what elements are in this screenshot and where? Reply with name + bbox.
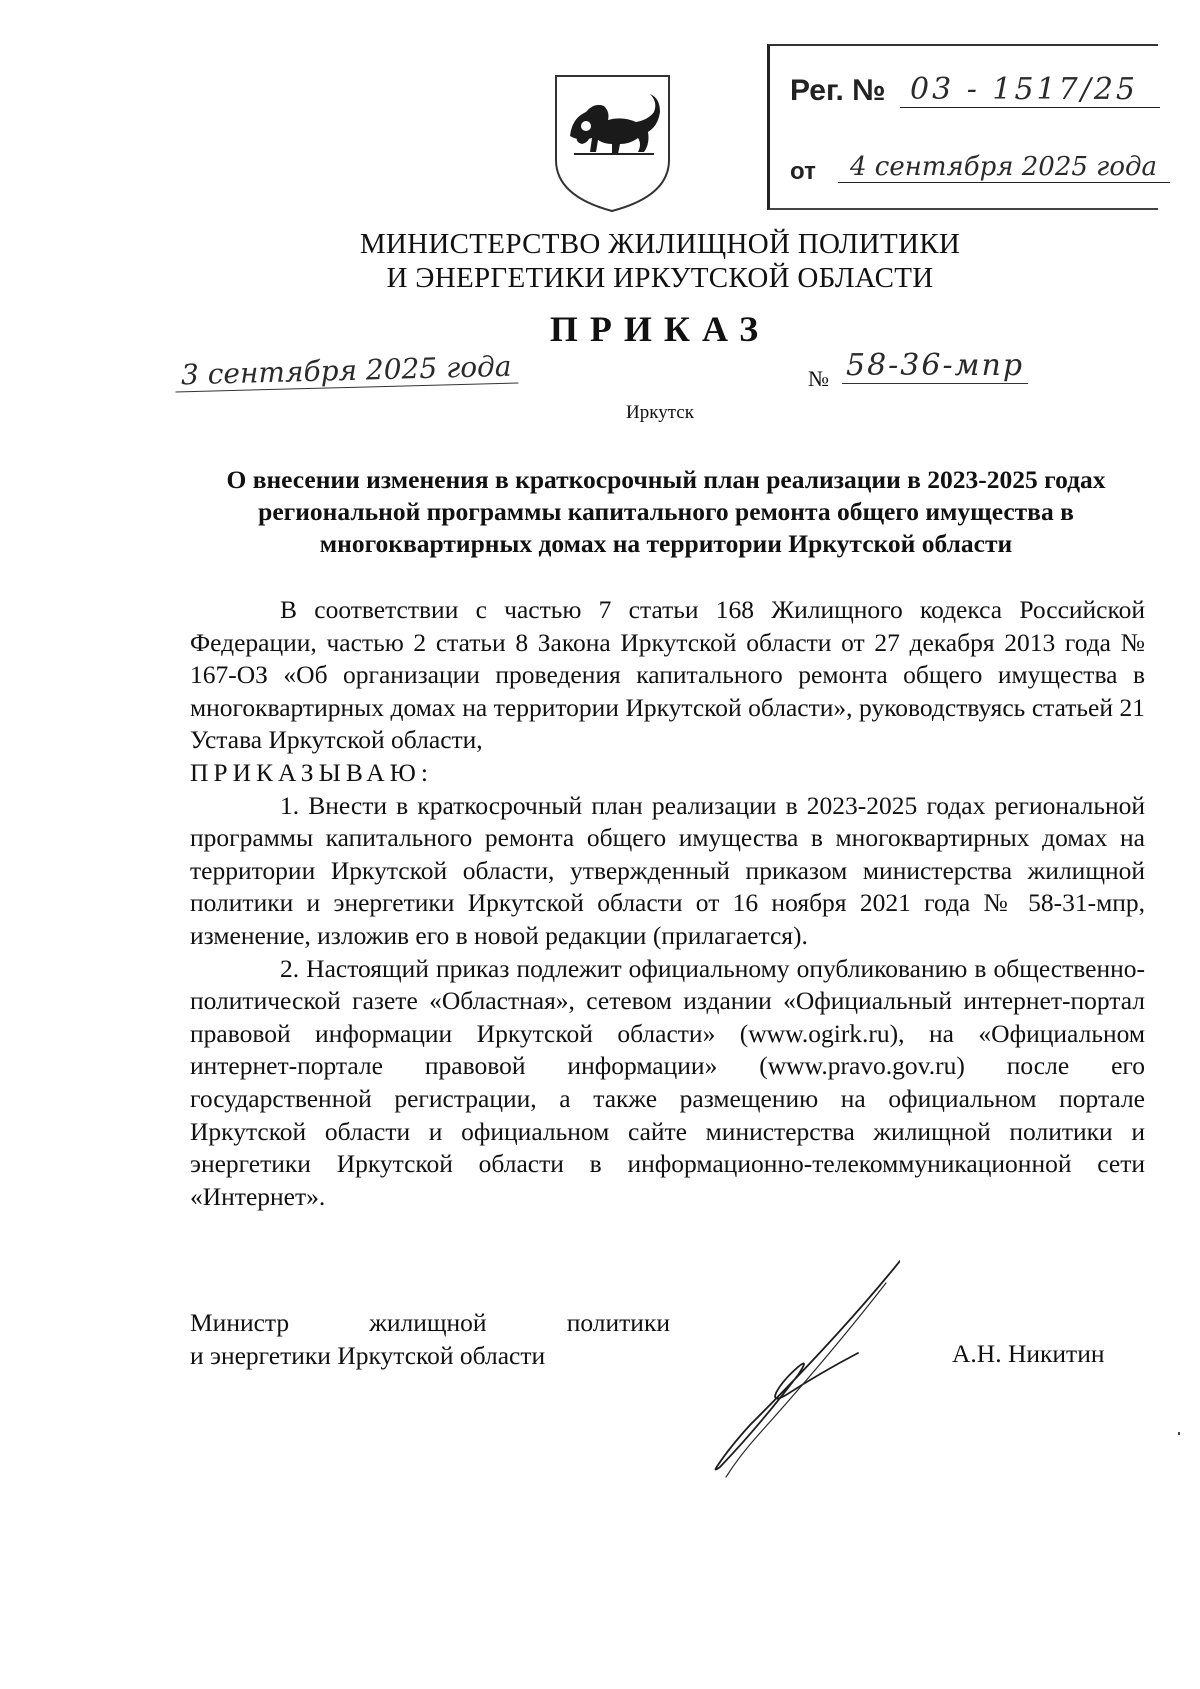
signatory-name: А.Н. Никитин [952, 1339, 1105, 1368]
reg-number-value: 03 - 1517/25 [900, 72, 1160, 108]
order-date-handwritten: 3 сентября 2025 года [175, 350, 518, 393]
ministry-name-line1: МИНИСТЕРСТВО ЖИЛИЩНОЙ ПОЛИТИКИ [359, 228, 961, 260]
position-word-3: политики [566, 1308, 670, 1337]
registration-stamp [767, 44, 1158, 210]
reg-label: Рег. № [790, 74, 886, 107]
signatory-position [190, 1306, 670, 1372]
order-number-handwritten: 58-36-мпр [842, 348, 1028, 384]
ministry-name-line2: И ЭНЕРГЕТИКИ ИРКУТСКОЙ ОБЛАСТИ [386, 262, 934, 294]
reg-date-label: от [790, 158, 816, 185]
city: Иркутск [626, 402, 694, 423]
reg-number-row [790, 72, 1139, 108]
document-type: ПРИКАЗ [549, 309, 771, 349]
order-number-prefix: № [808, 366, 829, 391]
position-word-2: жилищной [369, 1308, 487, 1337]
order-item-2: 2. Настоящий приказ подлежит официальному опубликованию в общественно-политической газете «Областная», сетевом издании «Официальный интернет-портал правовой информации Иркутской области» (www.ogirk.ru), на «Официальном интернет-портале правовой информации» (www.pravo.gov.ru) после его государственной регистрации, а также размещению на официальном портале Иркутской области и официальном сайте министерства жилищной политики и энергетики Иркутской области в информационно-телекоммуникационной сети «Интернет». [190, 953, 1145, 1211]
handwritten-signature [690, 1255, 900, 1485]
order-word: ПРИКАЗЫВАЮ: [190, 757, 433, 787]
order-item-1: 1. Внести в краткосрочный план реализации в 2023-2025 годах региональной программы капитального ремонта общего имущества в многоквартирных домах на территории Иркутской области, утвержденный приказом министерства жилищной политики и энергетики Иркутской области от 16 ноября 2021 года № 58-31-мпр, изменение, изложив его в новой редакции (прилагается). [190, 790, 1145, 950]
document-title: О внесении изменения в краткосрочный план реализации в 2023-2025 годах региональной программы капитального ремонта общего имущества в многоквартирных домах на территории Иркутской области [226, 465, 1106, 558]
position-line-2: и энергетики Иркутской области [190, 1341, 546, 1370]
reg-date-row [790, 152, 1157, 186]
scan-speck [1178, 1432, 1180, 1435]
coat-of-arms-icon [550, 72, 675, 214]
document-body [190, 594, 1145, 1213]
position-word-1: Министр [190, 1308, 290, 1337]
preamble-paragraph: В соответствии с частью 7 статьи 168 Жилищного кодекса Российской Федерации, частью 2 статьи 8 Закона Иркутской области от 27 декабря 2013 года № 167-ОЗ «Об организации проведения капитального ремонта общего имущества в многоквартирных домах на территории Иркутской области», руководствуясь статьей 21 Устава Иркутской области, [190, 595, 1145, 755]
reg-date-value: 4 сентября 2025 года [838, 152, 1170, 183]
